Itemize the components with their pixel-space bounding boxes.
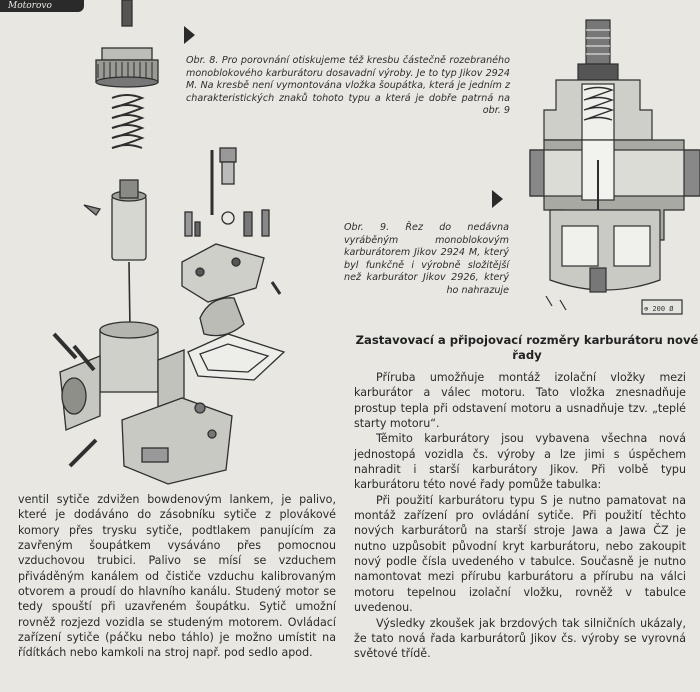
figure-9-plate-text: ⊕ 200 Ø (644, 305, 674, 313)
left-paragraph: ventil sytiče zdvižen bowdenovým lankem, je palivo, které je dodáváno do zásobníku sytiče z plovákové komory přes trysku sytiče, podtlakem panujícím za zavřeným šoupátkem vysáváno přes pomocnou vzduchovou trubici. Palivo se mísí se vzduchem přiváděným kanálem od čističe vzduchu kalibrovaným otvorem a proudí do hlavního kanálu. Studený motor se tedy spouští při uzavřeném šoupátku. Sytič umožní rovněž rozjezd vozidla se studeným motorem. Ovládací zařízení sytiče (páčku nebo táhlo) je možno umístit na řídítkách nebo kamkoli na stroj např. pod sedlo apod. (18, 493, 336, 660)
section-heading: Zastavovací a připojovací rozměry karburátoru nové řady (355, 333, 699, 362)
logo-text: Motorovo (8, 1, 52, 11)
left-column-text (18, 492, 336, 661)
caption-fig-8: Obr. 8. Pro porovnání otiskujeme též kresbu částečně rozebraného monoblokového karburátoru dosavadní výroby. Je to typ Jikov 2924 M. Na kresbě není vymontována vložka šoupátka, která je jedním z charakteristických znaků tohoto typu a která je dobře patrná na obr. 9 (186, 55, 510, 117)
arrow-caption-9-icon (492, 190, 503, 208)
right-paragraph: Při použití karburátoru typu S je nutno pamatovat na montáž zařízení pro ovládání sytiče. Při použití těchto nových karburátorů na starší stroje Jawa a Jawa ČZ je nutno uzpůsobit původní kryt karburátoru, nebo zakoupit nový podle čísla uvedeného v tabulce. Současně je nutno namontovat mezi přírubu karburátoru a přírubu na válci motoru tepelnou izolační vložku, rovněž v tabulce uvedenou. (354, 493, 686, 615)
arrow-caption-8-icon (184, 26, 195, 44)
figure-9-carburetor-section (516, 0, 700, 330)
right-paragraph: Výsledky zkoušek jak brzdových tak silničních ukázaly, že tato nová řada karburátorů Jikov čs. výroby se vyrovná světové třídě. (354, 616, 686, 661)
right-paragraph: Těmito karburátory jsou vybavena všechna nová jednostopá vozidla čs. výroby a lze jimi s úspěchem nahradit i starší karburátory Jikov. Při volbě typu karburátoru této nové řady pomůže tabulka: (354, 432, 686, 492)
right-paragraph: Příruba umožňuje montáž izolační vložky mezi karburátor a válec motoru. Tato vložka znesnadňuje prostup tepla při odstavení motoru a usnadňuje tzv. „teplé starty motoru“. (354, 371, 686, 431)
caption-fig-9: Obr. 9. Řez do nedávna vyráběným monoblokovým karburátorem Jikov 2924 M, který byl funkčně i výrobně složitější než karburátor Jikov 2926, který ho nahrazuje (344, 222, 509, 296)
right-column-text (354, 370, 686, 662)
